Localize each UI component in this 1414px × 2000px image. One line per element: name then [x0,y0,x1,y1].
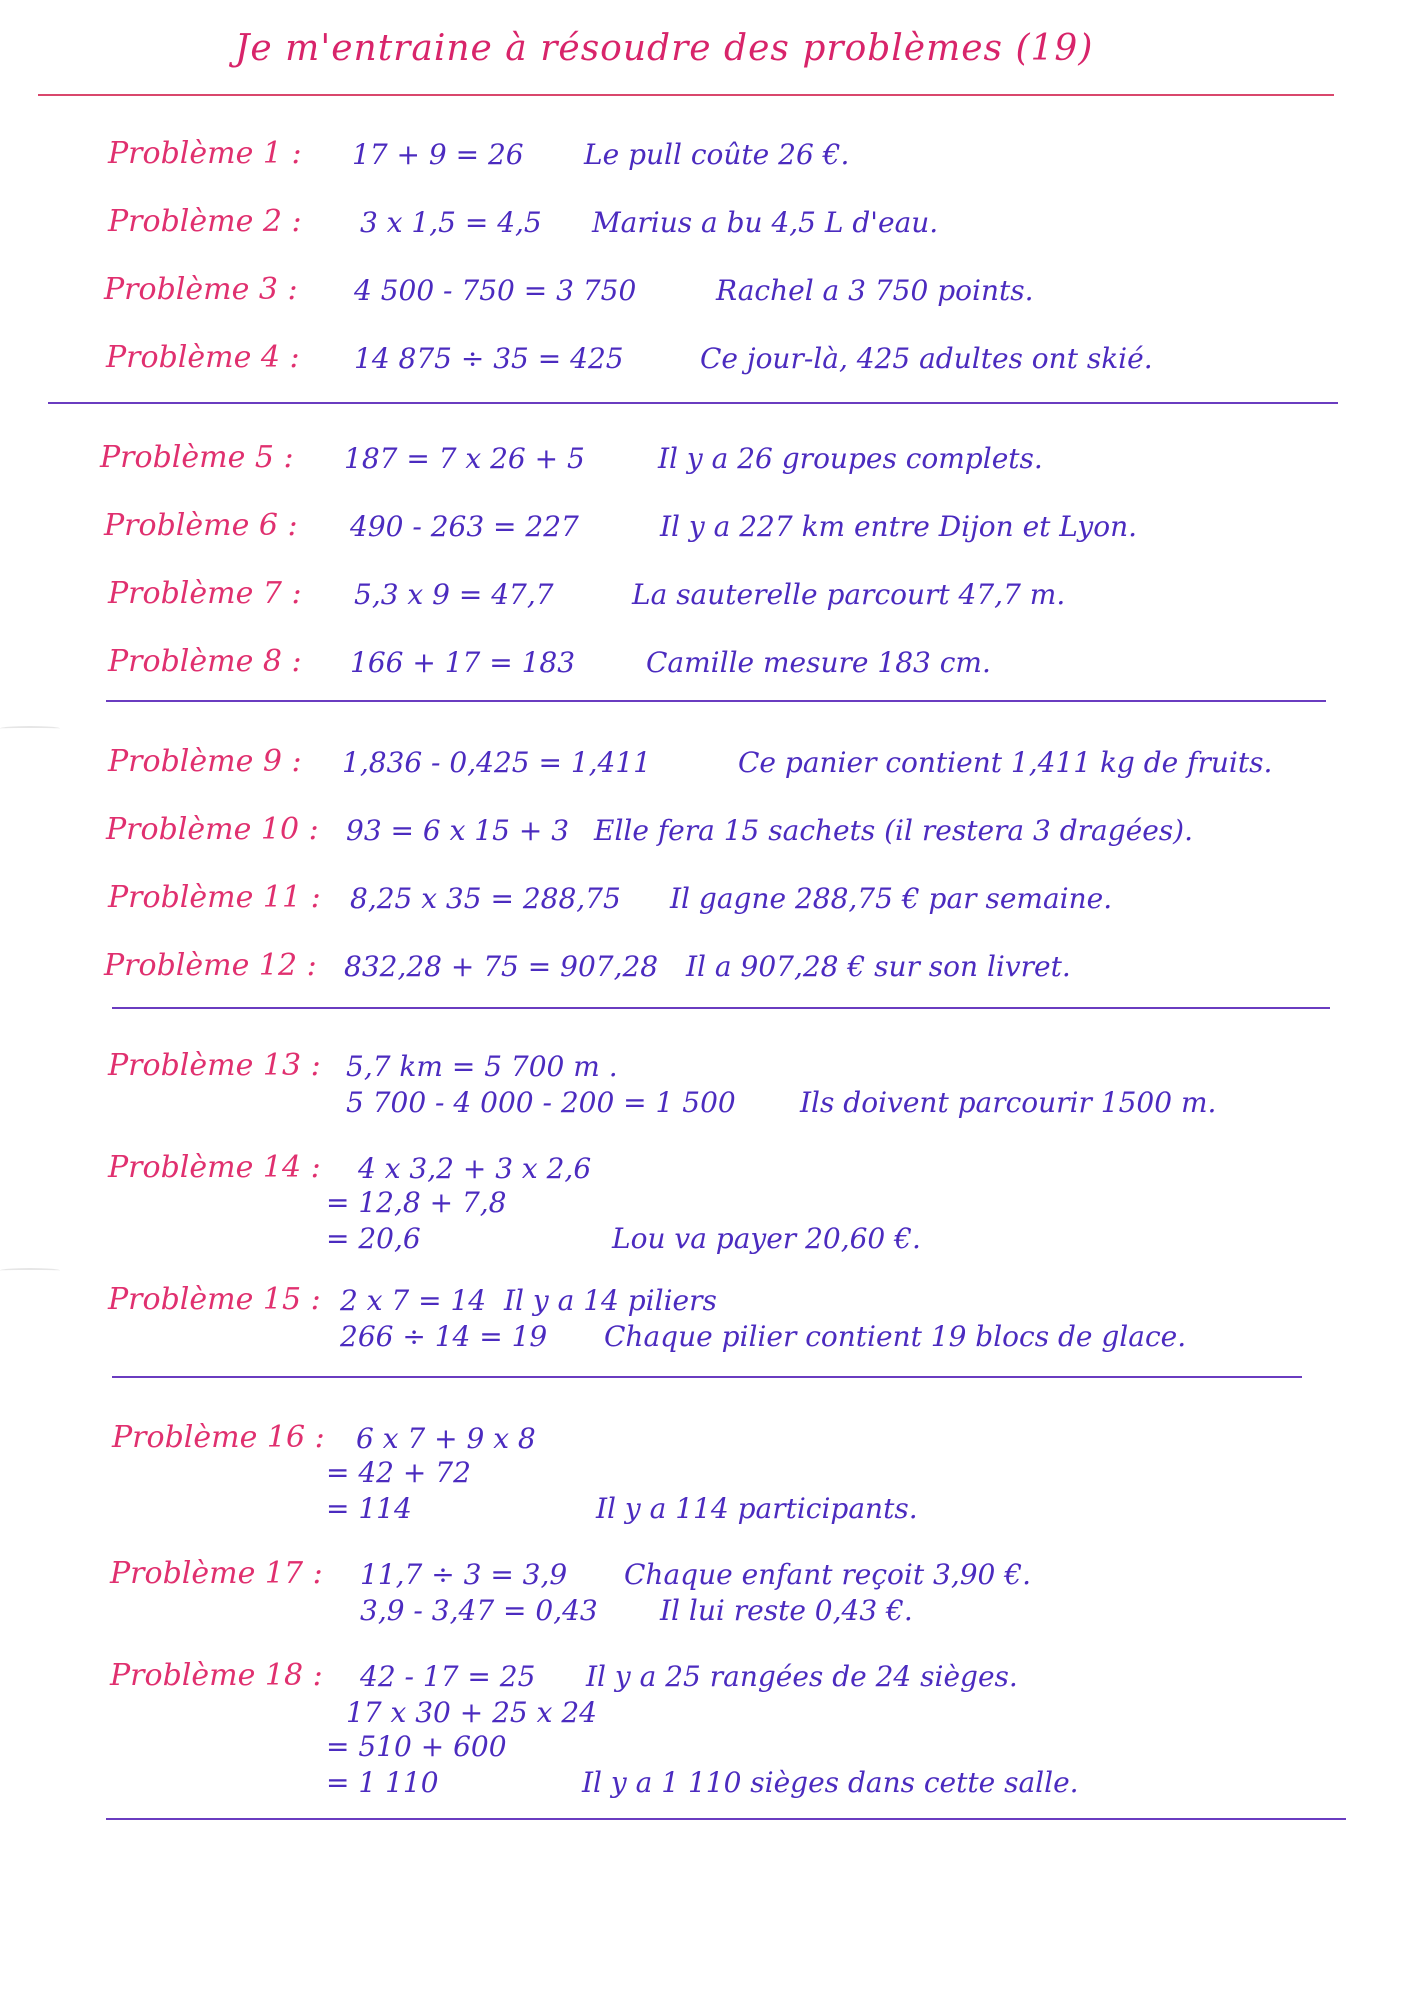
calculation: = 12,8 + 7,8 [326,1186,507,1219]
calculation: 187 = 7 x 26 + 5 [344,442,585,475]
answer-sentence: Il y a 227 km entre Dijon et Lyon. [660,510,1138,543]
answer-sentence: Il gagne 288,75 € par semaine. [670,882,1113,915]
answer-sentence: Il y a 14 piliers [504,1284,717,1317]
calculation: 832,28 + 75 = 907,28 [344,950,659,983]
calculation: 3 x 1,5 = 4,5 [360,206,542,239]
calculation: 3,9 - 3,47 = 0,43 [360,1594,598,1627]
answer-sentence: La sauterelle parcourt 47,7 m. [632,578,1066,611]
calculation: 8,25 x 35 = 288,75 [350,882,621,915]
problem-label: Problème 12 : [104,948,317,983]
calculation: 5 700 - 4 000 - 200 = 1 500 [346,1086,736,1119]
problem-label: Problème 7 : [108,576,302,611]
calculation: 93 = 6 x 15 + 3 [346,814,570,847]
answer-sentence: Il y a 1 110 sièges dans cette salle. [582,1766,1079,1799]
answer-sentence: Il lui reste 0,43 €. [660,1594,913,1627]
answer-sentence: Ils doivent parcourir 1500 m. [800,1086,1217,1119]
answer-sentence: Lou va payer 20,60 €. [612,1222,921,1255]
separator-title [38,94,1334,96]
calculation: 14 875 ÷ 35 = 425 [354,342,624,375]
problem-label: Problème 1 : [108,136,302,171]
answer-sentence: Il a 907,28 € sur son livret. [686,950,1071,983]
separator-2 [106,700,1326,702]
calculation: 6 x 7 + 9 x 8 [356,1422,536,1455]
answer-sentence: Chaque pilier contient 19 blocs de glace. [604,1320,1187,1353]
problem-label: Problème 13 : [108,1048,321,1083]
answer-sentence: Chaque enfant reçoit 3,90 €. [624,1558,1031,1591]
separator-5 [106,1818,1346,1820]
answer-sentence: Ce jour-là, 425 adultes ont skié. [700,342,1153,375]
problem-label: Problème 6 : [104,508,298,543]
separator-1 [48,402,1338,404]
calculation: = 1 110 [326,1766,439,1799]
calculation: = 114 [326,1492,412,1525]
calculation: 4 x 3,2 + 3 x 2,6 [358,1152,592,1185]
answer-sentence: Il y a 25 rangées de 24 sièges. [586,1660,1018,1693]
margin-mark [0,1268,60,1273]
page-title: Je m'entraine à résoudre des problèmes (19) [235,28,1094,69]
problem-label: Problème 4 : [106,340,300,375]
calculation: = 42 + 72 [326,1456,471,1489]
calculation: 17 x 30 + 25 x 24 [346,1696,597,1729]
answer-sentence: Camille mesure 183 cm. [646,646,991,679]
answer-sentence: Il y a 26 groupes complets. [658,442,1043,475]
calculation: 2 x 7 = 14 [340,1284,487,1317]
answer-sentence: Il y a 114 participants. [596,1492,918,1525]
problem-label: Problème 17 : [110,1556,323,1591]
calculation: 490 - 263 = 227 [350,510,579,543]
problem-label: Problème 11 : [108,880,321,915]
answer-sentence: Ce panier contient 1,411 kg de fruits. [738,746,1273,779]
answer-sentence: Le pull coûte 26 €. [584,138,850,171]
problem-label: Problème 18 : [110,1658,323,1693]
problem-label: Problème 10 : [106,812,319,847]
problem-label: Problème 8 : [108,644,302,679]
separator-3 [112,1007,1330,1009]
answer-sentence: Rachel a 3 750 points. [716,274,1034,307]
calculation: 166 + 17 = 183 [350,646,576,679]
answer-sentence: Marius a bu 4,5 L d'eau. [592,206,939,239]
calculation: 5,3 x 9 = 47,7 [354,578,554,611]
calculation: = 20,6 [326,1222,421,1255]
calculation: 11,7 ÷ 3 = 3,9 [360,1558,568,1591]
problem-label: Problème 3 : [104,272,298,307]
calculation: 4 500 - 750 = 3 750 [354,274,637,307]
problem-label: Problème 2 : [108,204,302,239]
problem-label: Problème 16 : [112,1420,325,1455]
problem-label: Problème 9 : [108,744,302,779]
answer-sentence: Elle fera 15 sachets (il restera 3 dragées). [594,814,1193,847]
problem-label: Problème 5 : [100,440,294,475]
margin-mark [0,726,60,731]
calculation: 42 - 17 = 25 [360,1660,536,1693]
calculation: 5,7 km = 5 700 m . [346,1050,618,1083]
calculation: 266 ÷ 14 = 19 [340,1320,548,1353]
calculation: 1,836 - 0,425 = 1,411 [342,746,651,779]
problem-label: Problème 15 : [108,1282,321,1317]
calculation: 17 + 9 = 26 [352,138,524,171]
calculation: = 510 + 600 [326,1730,507,1763]
problem-label: Problème 14 : [108,1150,321,1185]
separator-4 [112,1376,1302,1378]
